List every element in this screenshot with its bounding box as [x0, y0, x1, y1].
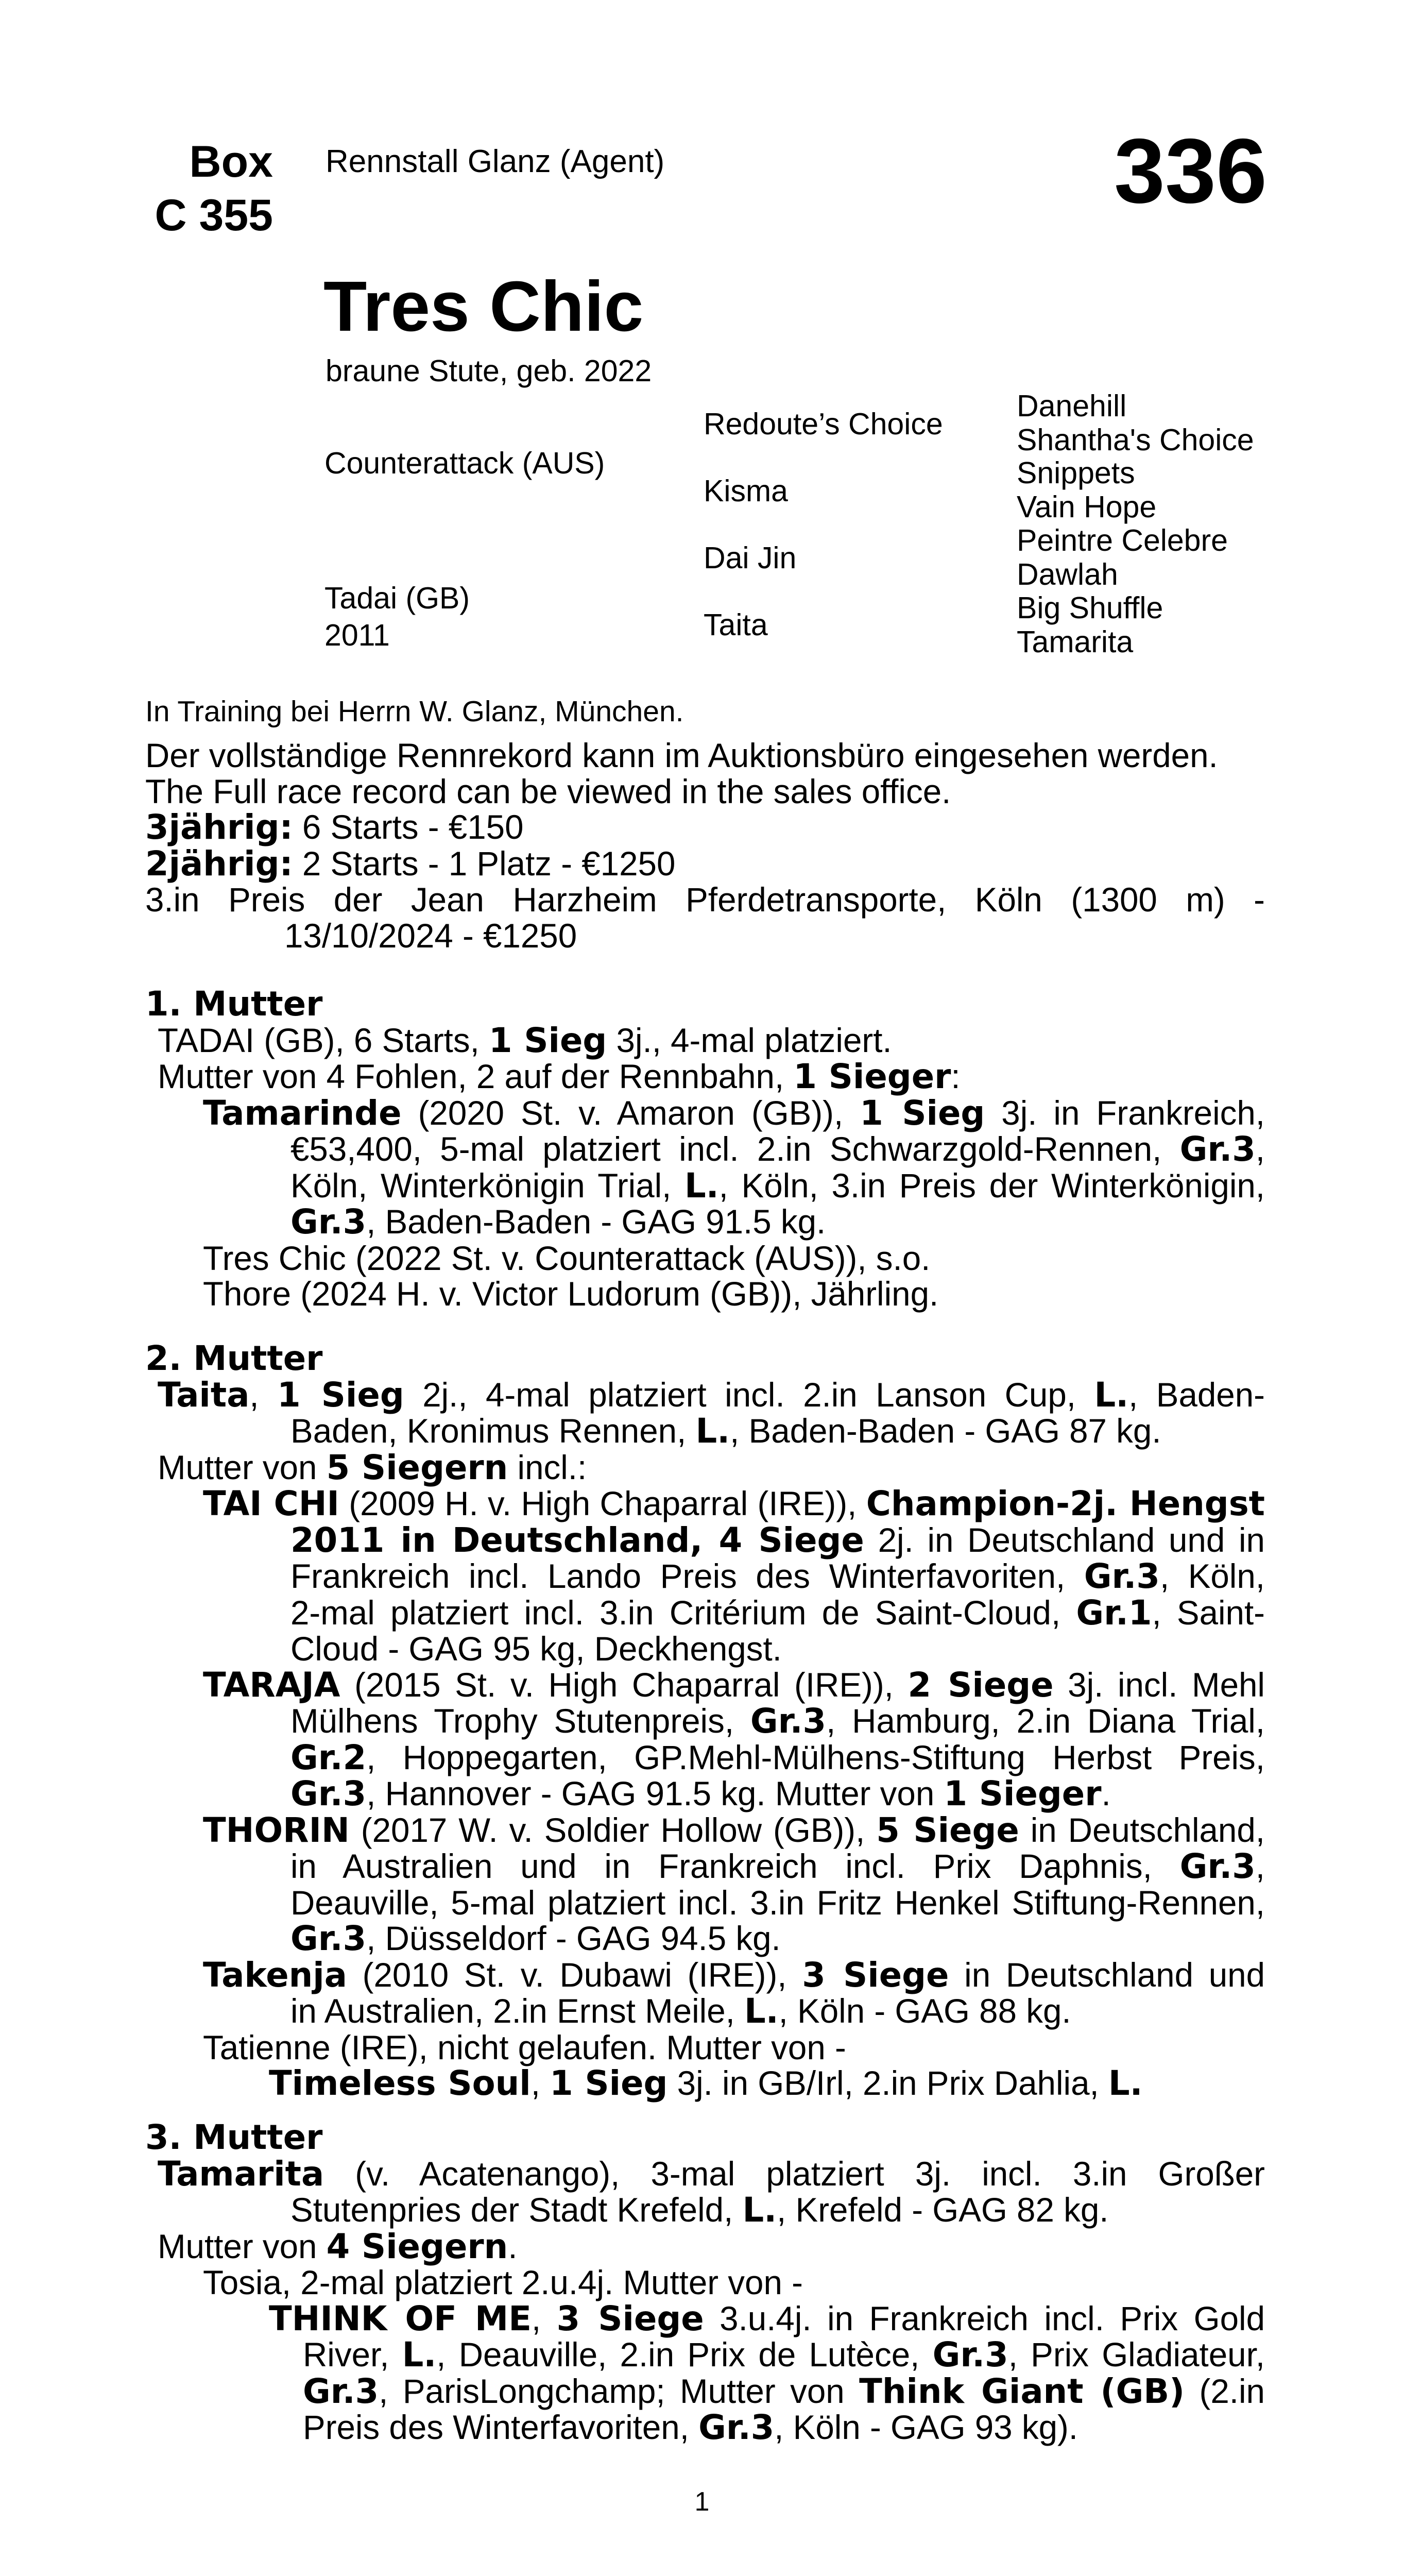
record-age3 [145, 809, 1265, 846]
section-heading: 3. Mutter [145, 2118, 323, 2157]
first-dam-section [145, 986, 1265, 1312]
record-placing: 3.in Preis der Jean Harzheim Pferdetransporte, Köln (1300 m) - [145, 881, 1265, 919]
pedigree-dam-year: 2011 [324, 618, 390, 652]
produce-line: Mutter von 5 Siegern incl.: [158, 1448, 587, 1487]
second-dam-section [145, 1341, 1265, 2102]
pedigree-great-grandparent: Danehill [1017, 389, 1127, 423]
pedigree-great-grandparent: Big Shuffle [1017, 591, 1163, 625]
pedigree-great-grandparent: Tamarita [1017, 625, 1134, 659]
dam-line-cont: Baden, Kronimus Rennen, L., Baden-Baden - GAG 87 kg. [290, 1412, 1161, 1451]
produce-item-cont: 2011 in Deutschland, 4 Siege 2j. in Deutschland und in [290, 1520, 1265, 1560]
pedigree-grandparent: Taita [704, 608, 768, 642]
race-record-note-de: Der vollständige Rennrekord kann im Auktionsbüro eingesehen werden. [145, 737, 1218, 774]
produce-item-cont: Gr.3, Düsseldorf - GAG 94.5 kg. [290, 1919, 781, 1958]
box-label: Box [189, 137, 273, 187]
produce-item-sub-cont: Preis des Winterfavoriten, Gr.3, Köln - GAG 93 kg). [303, 2408, 1078, 2447]
consignor: Rennstall Glanz (Agent) [326, 144, 665, 179]
produce-item-sub: Timeless Soul, 1 Sieg 3j. in GB/Irl, 2.in Prix Dahlia, L. [269, 2064, 1143, 2103]
third-dam-section [145, 2120, 1265, 2446]
produce-item: Thore (2024 H. v. Victor Ludorum (GB)), Jährling. [203, 1275, 939, 1313]
produce-item-cont: Gr.3, Baden-Baden - GAG 91.5 kg. [290, 1202, 826, 1242]
produce-item-cont: Deauville, 5-mal platziert incl. 3.in Fritz Henkel Stiftung-Rennen, [290, 1884, 1265, 1922]
produce-item: Tres Chic (2022 St. v. Counterattack (AUS)), s.o. [203, 1239, 931, 1277]
produce-item-sub-cont: Gr.3, ParisLongchamp; Mutter von Think Giant (GB) (2.in [303, 2371, 1265, 2411]
lot-number: 336 [1114, 120, 1267, 222]
dam-line-cont: Stutenpries der Stadt Krefeld, L., Krefeld - GAG 82 kg. [290, 2191, 1109, 2230]
produce-item-sub: THINK OF ME, 3 Siege 3.u.4j. in Frankreich incl. Prix Gold [269, 2299, 1265, 2338]
produce-item-cont: in Australien und in Frankreich incl. Prix Daphnis, Gr.3, [290, 1847, 1265, 1886]
produce-item: TAI CHI (2009 H. v. High Chaparral (IRE)), Champion-2j. Hengst [203, 1484, 1265, 1523]
pedigree-great-grandparent: Vain Hope [1017, 490, 1157, 524]
produce-item: THORIN (2017 W. v. Soldier Hollow (GB)), 5 Siege in Deutschland, [203, 1810, 1265, 1850]
section-heading: 2. Mutter [145, 1339, 323, 1378]
produce-item-cont: €53,400, 5-mal platziert incl. 2.in Schwarzgold-Rennen, Gr.3, [290, 1130, 1265, 1169]
pedigree-grandparent: Dai Jin [704, 541, 797, 575]
age2-text: 2 Starts - 1 Platz - €1250 [293, 844, 676, 883]
pedigree-sire: Counterattack (AUS) [324, 446, 605, 480]
produce-item: Takenja (2010 St. v. Dubawi (IRE)), 3 Siege in Deutschland und [203, 1955, 1265, 1995]
race-record-note-en: The Full race record can be viewed in the sales office. [145, 772, 951, 810]
age2-label: 2jährig: [145, 844, 293, 884]
dam-line: TADAI (GB), 6 Starts, 1 Sieg 3j., 4-mal platziert. [158, 1021, 892, 1060]
produce-item: Tosia, 2-mal platziert 2.u.4j. Mutter von - [203, 2264, 803, 2301]
pedigree-great-grandparent: Peintre Celebre [1017, 523, 1228, 557]
produce-item-cont: Mülhens Trophy Stutenpreis, Gr.3, Hamburg, 2.in Diana Trial, [290, 1702, 1265, 1741]
produce-item-cont: in Australien, 2.in Ernst Meile, L., Köln - GAG 88 kg. [290, 1992, 1071, 2031]
produce-item-cont: 2-mal platziert incl. 3.in Critérium de Saint-Cloud, Gr.1, Saint- [290, 1593, 1265, 1633]
pedigree-grandparent: Redoute’s Choice [704, 407, 943, 441]
horse-name: Tres Chic [323, 267, 644, 346]
box-number: C 355 [155, 191, 273, 240]
produce-item: TARAJA (2015 St. v. High Chaparral (IRE)), 2 Siege 3j. incl. Mehl [203, 1665, 1265, 1705]
produce-item-sub-cont: River, L., Deauville, 2.in Prix de Lutèce, Gr.3, Prix Gladiateur, [303, 2335, 1265, 2375]
record-age2 [145, 846, 1265, 883]
pedigree-dam: Tadai (GB) [324, 581, 470, 615]
pedigree-great-grandparent: Dawlah [1017, 557, 1118, 591]
pedigree-great-grandparent: Snippets [1017, 456, 1135, 490]
pedigree-grandparent: Kisma [704, 474, 788, 508]
produce-item-cont: Gr.2, Hoppegarten, GP.Mehl-Mülhens-Stiftung Herbst Preis, [290, 1738, 1265, 1777]
age3-label: 3jährig: [145, 808, 293, 847]
race-record [145, 738, 1265, 954]
horse-description: braune Stute, geb. 2022 [326, 354, 652, 388]
pedigree-great-grandparent: Shantha's Choice [1017, 423, 1254, 457]
produce-line: Mutter von 4 Fohlen, 2 auf der Rennbahn, 1 Sieger: [158, 1057, 961, 1096]
page-number: 1 [694, 2487, 710, 2517]
produce-item-cont: Frankreich incl. Lando Preis des Winterfavoriten, Gr.3, Köln, [290, 1557, 1265, 1596]
produce-item-cont: Cloud - GAG 95 kg, Deckhengst. [290, 1630, 782, 1668]
dam-line: Tamarita (v. Acatenango), 3-mal platziert 3j. incl. 3.in Großer [158, 2154, 1265, 2194]
produce-item: Tatienne (IRE), nicht gelaufen. Mutter von - [203, 2028, 846, 2066]
record-placing-cont: 13/10/2024 - €1250 [284, 917, 577, 955]
produce-line: Mutter von 4 Siegern. [158, 2227, 518, 2266]
section-heading: 1. Mutter [145, 985, 323, 1024]
produce-item-cont: Köln, Winterkönigin Trial, L., Köln, 3.in Preis der Winterkönigin, [290, 1166, 1265, 1206]
dam-line: Taita, 1 Sieg 2j., 4-mal platziert incl. 2.in Lanson Cup, L., Baden- [158, 1375, 1265, 1415]
training-note: In Training bei Herrn W. Glanz, München. [145, 695, 684, 728]
age3-text: 6 Starts - €150 [293, 808, 524, 846]
produce-item: Tamarinde (2020 St. v. Amaron (GB)), 1 Sieg 3j. in Frankreich, [203, 1093, 1265, 1133]
produce-item-cont: Gr.3, Hannover - GAG 91.5 kg. Mutter von 1 Sieger. [290, 1774, 1111, 1814]
